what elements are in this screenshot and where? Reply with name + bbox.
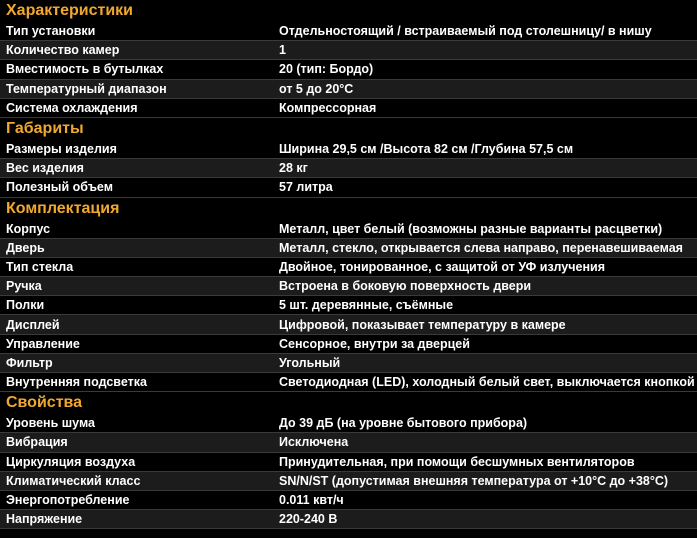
spec-label: Ручка — [6, 279, 42, 294]
section-title: Свойства — [6, 394, 83, 412]
spec-value: Встроена в боковую поверхность двери — [279, 279, 532, 294]
spec-row — [0, 491, 697, 510]
spec-label: Температурный диапазон — [6, 81, 167, 96]
spec-label: Количество камер — [6, 43, 120, 58]
spec-row — [0, 296, 697, 315]
spec-value: SN/N/ST (допустимая внешняя температура от +10°С до +38°С) — [279, 473, 669, 488]
spec-label: Внутренняя подсветка — [6, 375, 147, 390]
spec-value: 28 кг — [279, 161, 308, 176]
spec-value: Металл, цвет белый (возможны разные варианты расцветки) — [279, 221, 663, 236]
spec-value: от 5 до 20°С — [279, 81, 354, 96]
spec-row — [0, 510, 697, 529]
spec-value: 1 — [279, 43, 286, 58]
spec-label: Управление — [6, 336, 80, 351]
spec-value: Металл, стекло, открывается слева направо, перенавешиваемая — [279, 240, 683, 255]
spec-label: Фильтр — [6, 355, 53, 370]
spec-row — [0, 277, 697, 296]
section-title: Габариты — [6, 119, 84, 137]
section-characteristics — [0, 0, 697, 118]
spec-value: 20 (тип: Бордо) — [279, 62, 374, 77]
spec-label: Система охлаждения — [6, 100, 138, 115]
spec-label: Дверь — [6, 240, 45, 255]
spec-row — [0, 99, 697, 118]
spec-label: Тип стекла — [6, 259, 74, 274]
spec-value: Угольный — [279, 355, 341, 370]
spec-value: Двойное, тонированное, с защитой от УФ излучения — [279, 259, 605, 274]
spec-value: Исключена — [279, 435, 349, 450]
spec-label: Полки — [6, 298, 45, 313]
spec-value: До 39 дБ (на уровне бытового прибора) — [279, 416, 528, 431]
spec-label: Вместимость в бутылках — [6, 62, 164, 77]
spec-row — [0, 315, 697, 334]
spec-label: Климатический класс — [6, 473, 141, 488]
section-title: Комплектация — [6, 199, 120, 217]
spec-value: 57 литра — [279, 180, 333, 195]
spec-value: Цифровой, показывает температуру в камере — [279, 317, 566, 332]
spec-row — [0, 453, 697, 472]
spec-row — [0, 258, 697, 277]
spec-value: 220-240 В — [279, 512, 338, 527]
spec-row — [0, 472, 697, 491]
spec-value: 5 шт. деревянные, съёмные — [279, 298, 454, 313]
spec-row — [0, 80, 697, 99]
section-dimensions — [0, 118, 697, 198]
section-properties — [0, 392, 697, 529]
spec-value: Компрессорная — [279, 100, 377, 115]
spec-row — [0, 220, 697, 239]
spec-row — [0, 414, 697, 433]
spec-row — [0, 354, 697, 373]
spec-row — [0, 335, 697, 354]
spec-label: Размеры изделия — [6, 142, 117, 157]
spec-row — [0, 178, 697, 197]
spec-value: Светодиодная (LED), холодный белый свет, выключается кнопкой — [279, 375, 695, 390]
spec-label: Вибрация — [6, 435, 68, 450]
spec-row — [0, 373, 697, 392]
spec-label: Циркуляция воздуха — [6, 454, 136, 469]
spec-value: Принудительная, при помощи бесшумных вентиляторов — [279, 454, 635, 469]
spec-row — [0, 22, 697, 41]
spec-value: 0.011 квт/ч — [279, 493, 344, 508]
spec-row — [0, 140, 697, 159]
spec-label: Дисплей — [6, 317, 60, 332]
spec-row — [0, 433, 697, 452]
section-title: Характеристики — [6, 2, 134, 19]
spec-row — [0, 159, 697, 178]
spec-row — [0, 41, 697, 60]
spec-value: Ширина 29,5 см /Высота 82 см /Глубина 57,5 см — [279, 142, 574, 157]
spec-label: Энергопотребление — [6, 493, 130, 508]
spec-row — [0, 60, 697, 79]
spec-value: Отдельностоящий / встраиваемый под столешницу/ в нишу — [279, 24, 652, 39]
spec-label: Тип установки — [6, 24, 96, 39]
spec-value: Сенсорное, внутри за дверцей — [279, 336, 470, 351]
spec-row — [0, 239, 697, 258]
section-equipment — [0, 198, 697, 393]
spec-label: Вес изделия — [6, 161, 84, 176]
spec-label: Корпус — [6, 221, 51, 236]
spec-label: Уровень шума — [6, 416, 95, 431]
spec-label: Полезный объем — [6, 180, 113, 195]
spec-label: Напряжение — [6, 512, 83, 527]
